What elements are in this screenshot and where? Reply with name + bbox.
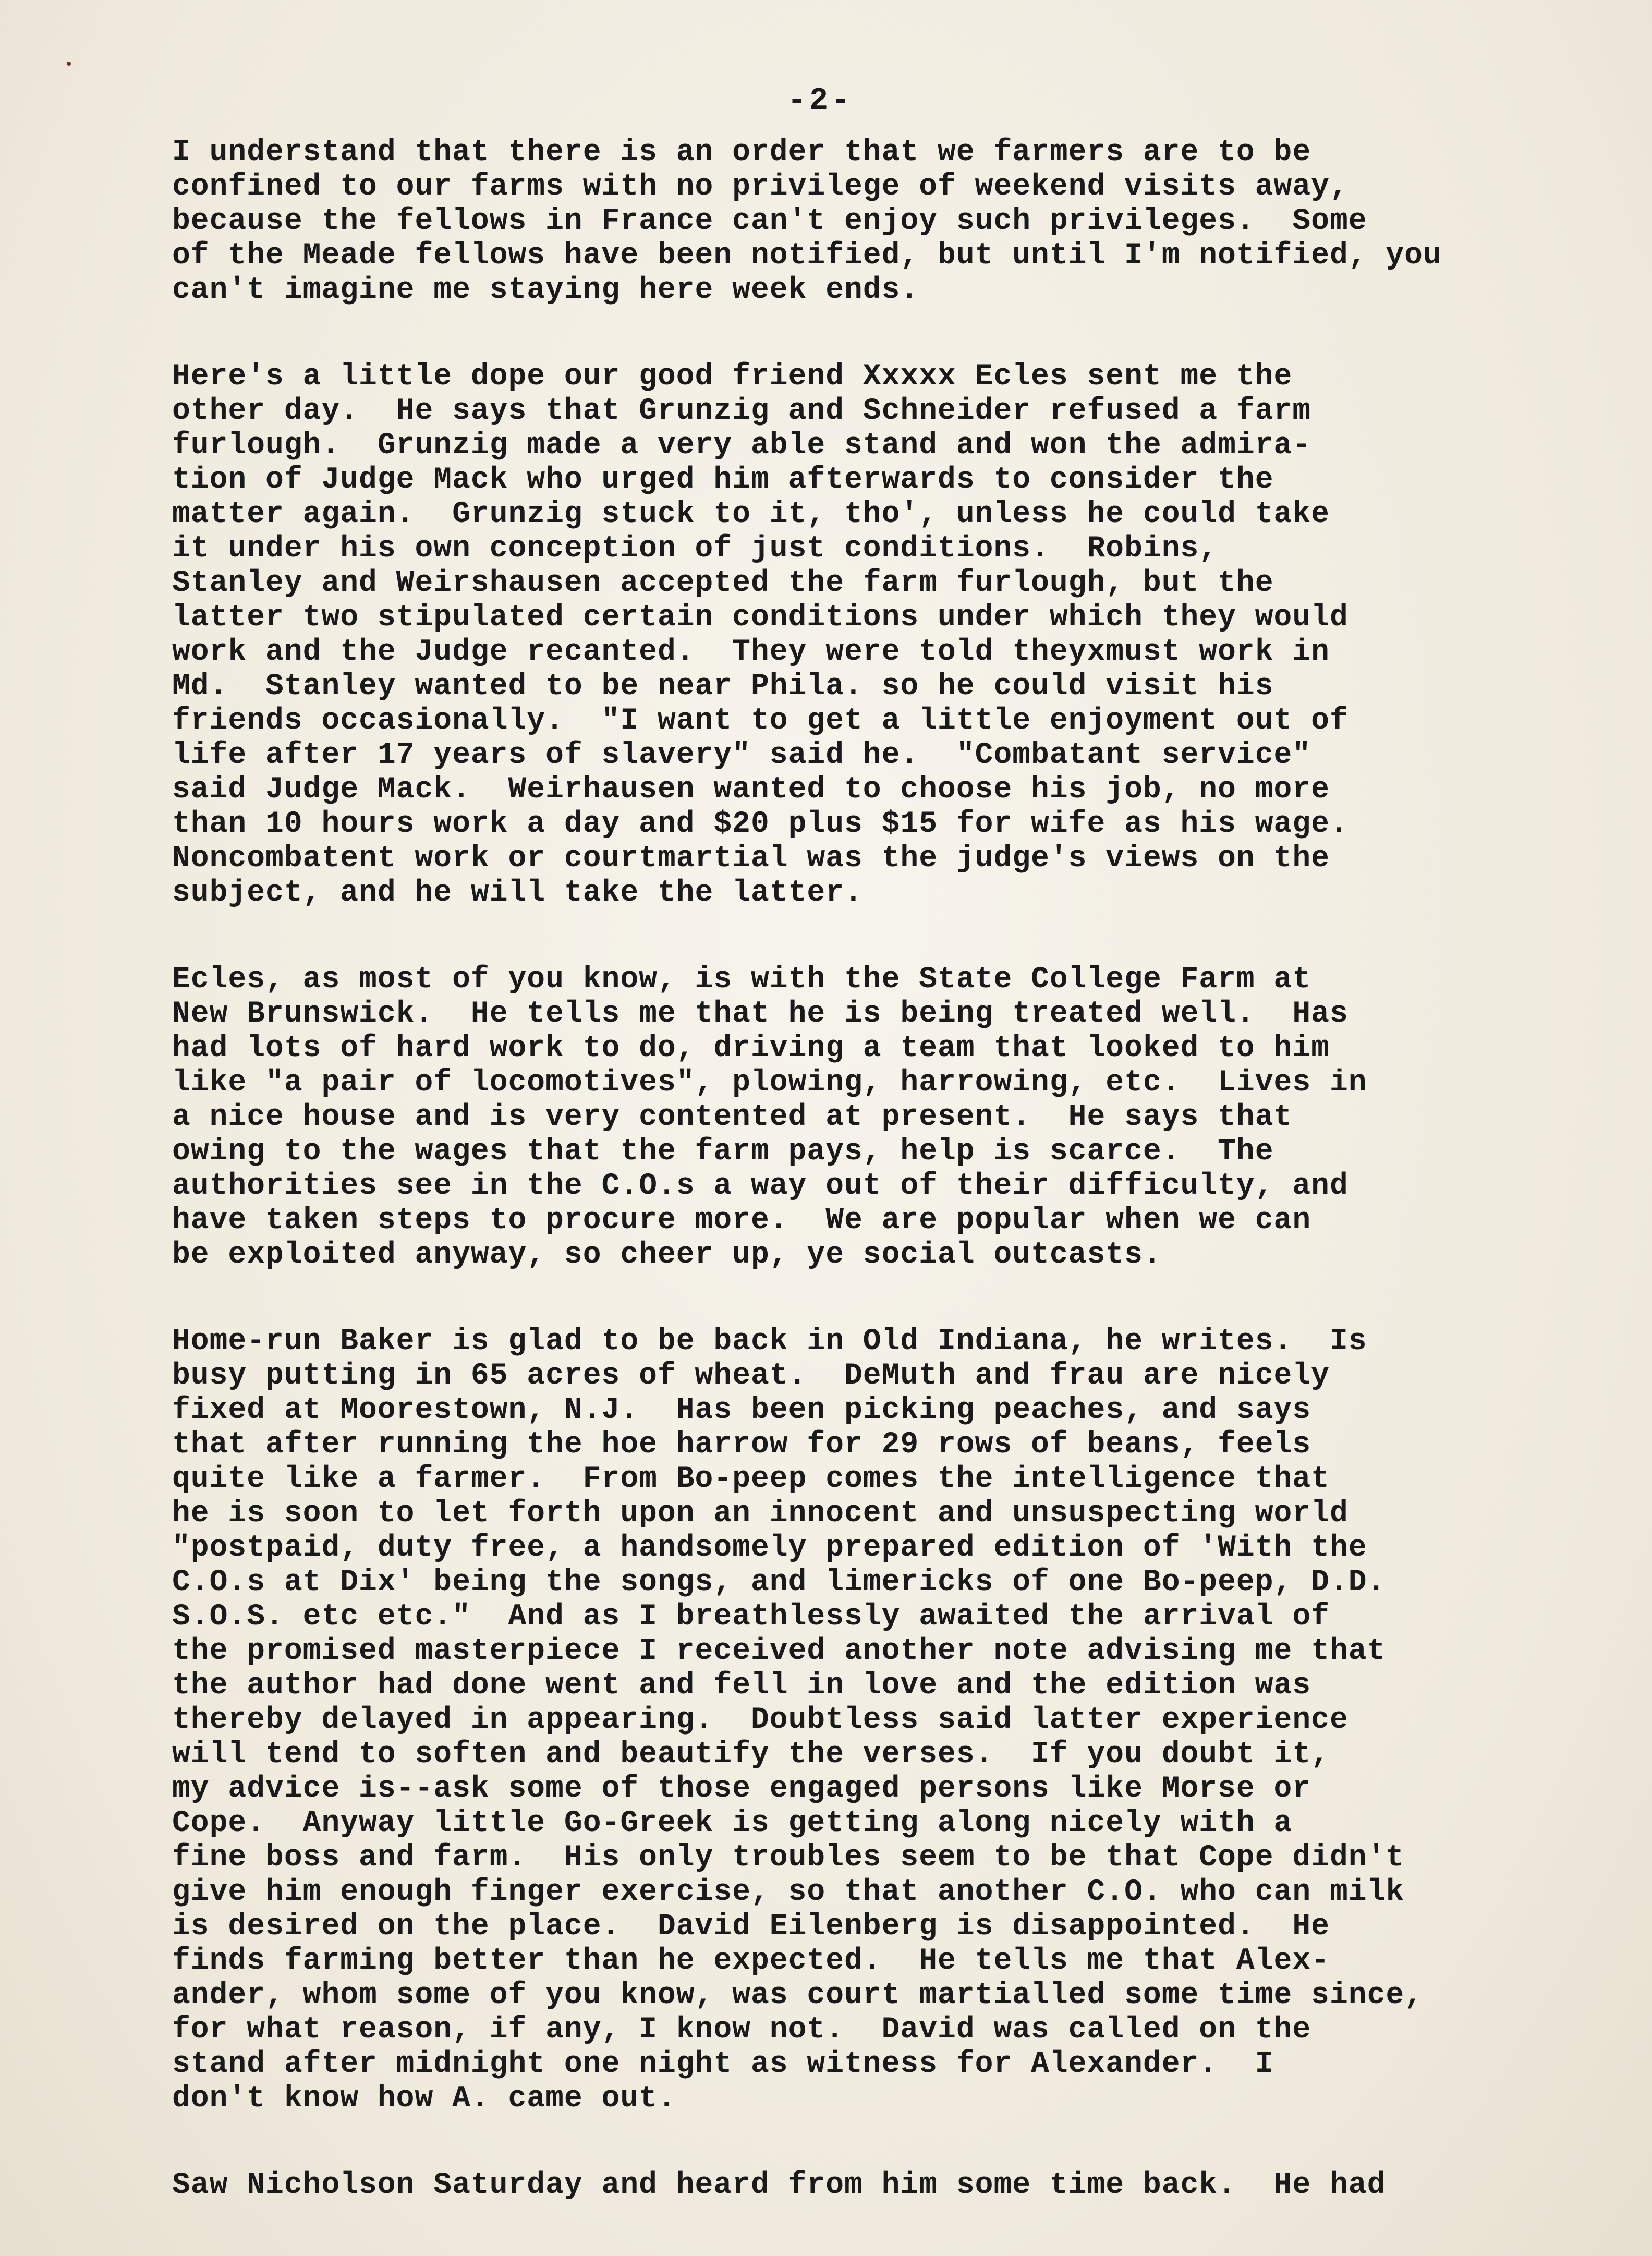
text-line: had lots of hard work to do, driving a team that looked to him xyxy=(172,1032,1330,1065)
text-line: that after running the hoe harrow for 29 rows of beans, feels xyxy=(172,1428,1311,1462)
paragraph-1 xyxy=(172,136,1590,308)
text-line: ander, whom some of you know, was court martialled some time since, xyxy=(172,1979,1423,2012)
paragraph-2 xyxy=(172,360,1590,911)
text-line: Md. Stanley wanted to be near Phila. so he could visit his xyxy=(172,670,1274,704)
text-line: Here's a little dope our good friend Xxxxx Ecles sent me the xyxy=(172,360,1293,394)
text-line: latter two stipulated certain conditions under which they would xyxy=(172,601,1349,635)
text-line: quite like a farmer. From Bo-peep comes the intelligence that xyxy=(172,1462,1330,1496)
text-line: Cope. Anyway little Go-Greek is getting along nicely with a xyxy=(172,1806,1293,1840)
text-line: subject, and he will take the latter. xyxy=(172,876,863,910)
text-line: for what reason, if any, I know not. David was called on the xyxy=(172,2013,1311,2047)
text-line: New Brunswick. He tells me that he is being treated well. Has xyxy=(172,997,1349,1031)
text-line: a nice house and is very contented at present. He says that xyxy=(172,1100,1293,1134)
text-line: the promised masterpiece I received another note advising me that xyxy=(172,1634,1386,1668)
text-line: work and the Judge recanted. They were told theyxmust work in xyxy=(172,635,1330,669)
letter-body xyxy=(172,136,1590,2255)
text-line: fine boss and farm. His only troubles seem to be that Cope didn't xyxy=(172,1841,1405,1875)
text-line: is desired on the place. David Eilenberg is disappointed. He xyxy=(172,1910,1330,1944)
text-line: it under his own conception of just conditions. Robins, xyxy=(172,532,1218,566)
text-line: Saw Nicholson Saturday and heard from him some time back. He had xyxy=(172,2168,1386,2202)
text-line: Noncombatent work or courtmartial was the judge's views on the xyxy=(172,842,1330,876)
text-line: confined to our farms with no privilege of weekend visits away, xyxy=(172,170,1349,204)
paragraph-3 xyxy=(172,963,1590,1272)
text-line: C.O.s at Dix' being the songs, and limericks of one Bo-peep, D.D. xyxy=(172,1566,1386,1599)
text-line: busy putting in 65 acres of wheat. DeMuth and frau are nicely xyxy=(172,1359,1330,1393)
text-line: have taken steps to procure more. We are popular when we can xyxy=(172,1204,1311,1238)
text-line: fixed at Moorestown, N.J. Has been picking peaches, and says xyxy=(172,1393,1311,1427)
text-line: the author had done went and fell in love and the edition was xyxy=(172,1669,1311,1703)
text-line: will tend to soften and beautify the verses. If you doubt it, xyxy=(172,1738,1330,1772)
text-line: than 10 hours work a day and $20 plus $15 for wife as his wage. xyxy=(172,807,1349,841)
paragraph-4 xyxy=(172,1325,1590,2116)
text-line: furlough. Grunzig made a very able stand and won the admira- xyxy=(172,429,1311,463)
ink-speck xyxy=(67,62,71,66)
text-line: tion of Judge Mack who urged him afterwards to consider the xyxy=(172,463,1274,497)
text-line: stand after midnight one night as witness for Alexander. I xyxy=(172,2047,1274,2081)
text-line: Home-run Baker is glad to be back in Old Indiana, he writes. Is xyxy=(172,1325,1367,1359)
text-line: "postpaid, duty free, a handsomely prepared edition of 'With the xyxy=(172,1531,1367,1565)
text-line: S.O.S. etc etc." And as I breathlessly awaited the arrival of xyxy=(172,1600,1330,1634)
text-line: be exploited anyway, so cheer up, ye social outcasts. xyxy=(172,1238,1162,1272)
page-number: -2- xyxy=(787,83,854,119)
text-line: give him enough finger exercise, so that another C.O. who can milk xyxy=(172,1875,1405,1909)
text-line: I understand that there is an order that we farmers are to be xyxy=(172,136,1311,169)
text-line: life after 17 years of slavery" said he. "Combatant service" xyxy=(172,738,1311,772)
text-line: my advice is--ask some of those engaged persons like Morse or xyxy=(172,1772,1311,1806)
text-line: finds farming better than he expected. He tells me that Alex- xyxy=(172,1944,1330,1978)
text-line: owing to the wages that the farm pays, help is scarce. The xyxy=(172,1135,1274,1169)
text-line: thereby delayed in appearing. Doubtless said latter experience xyxy=(172,1703,1349,1737)
text-line: Ecles, as most of you know, is with the State College Farm at xyxy=(172,963,1311,997)
text-line: matter again. Grunzig stuck to it, tho', unless he could take xyxy=(172,498,1330,531)
text-line: like "a pair of locomotives", plowing, harrowing, etc. Lives in xyxy=(172,1066,1367,1100)
text-line: other day. He says that Grunzig and Schneider refused a farm xyxy=(172,394,1311,428)
text-line: said Judge Mack. Weirhausen wanted to choose his job, no more xyxy=(172,773,1330,807)
paragraph-5 xyxy=(172,2168,1590,2203)
text-line: Stanley and Weirshausen accepted the farm furlough, but the xyxy=(172,566,1274,600)
text-line: of the Meade fellows have been notified, but until I'm notified, you xyxy=(172,239,1442,273)
text-line: he is soon to let forth upon an innocent and unsuspecting world xyxy=(172,1497,1349,1531)
text-line: authorities see in the C.O.s a way out of their difficulty, and xyxy=(172,1169,1349,1203)
text-line: don't know how A. came out. xyxy=(172,2082,676,2116)
text-line: friends occasionally. "I want to get a little enjoyment out of xyxy=(172,704,1349,738)
text-line: can't imagine me staying here week ends. xyxy=(172,273,919,307)
text-line: because the fellows in France can't enjoy such privileges. Some xyxy=(172,204,1367,238)
